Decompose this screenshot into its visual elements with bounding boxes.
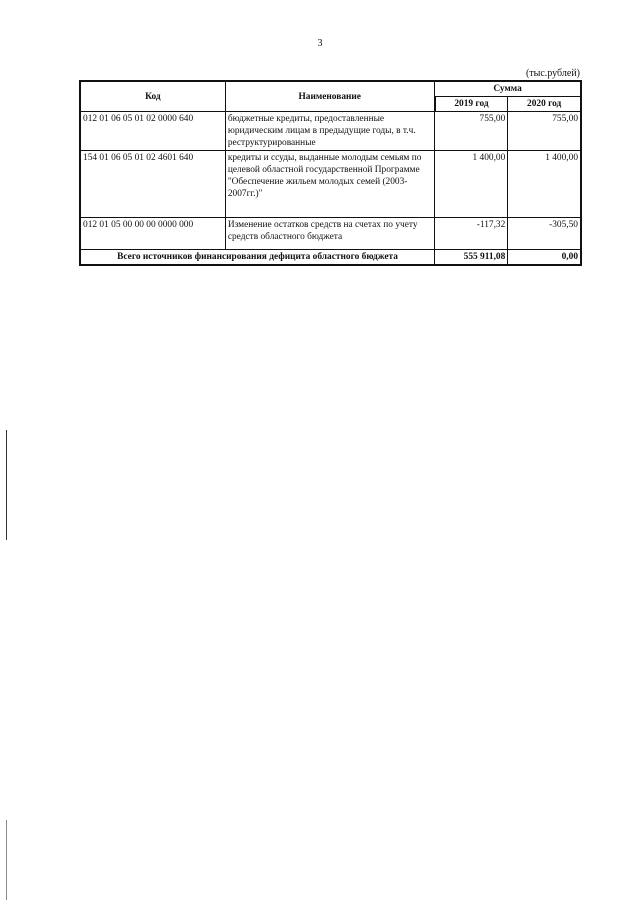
scan-margin-line [6, 820, 7, 900]
row-name: кредиты и ссуды, выданные молодым семьям по целевой областной государственной Программе "Обеспечение жильем молодых семей (2003-2007гг.)" [225, 151, 434, 218]
scan-margin-line [6, 430, 7, 540]
page-number: 3 [317, 38, 323, 49]
table-row [80, 151, 581, 218]
table-row [80, 112, 581, 151]
row-value-2019: -117,32 [435, 218, 508, 250]
row-value-2020: -305,50 [508, 218, 581, 250]
row-name: Изменение остатков средств на счетах по учету средств областного бюджета [225, 218, 434, 250]
row-code: 154 01 06 05 01 02 4601 640 [80, 151, 225, 218]
total-value-2020: 0,00 [508, 250, 581, 266]
header-name: Наименование [225, 81, 434, 112]
row-code: 012 01 06 05 01 02 0000 640 [80, 112, 225, 151]
header-year-2019: 2019 год [435, 97, 508, 112]
units-label: (тыс.рублей) [525, 68, 580, 79]
row-code: 012 01 05 00 00 00 0000 000 [80, 218, 225, 250]
header-sum: Сумма [435, 81, 581, 97]
total-label: Всего источников финансирования дефицита областного бюджета [80, 250, 435, 266]
table-row [80, 218, 581, 250]
total-value-2019: 555 911,08 [435, 250, 508, 266]
total-row [80, 250, 581, 266]
row-name: бюджетные кредиты, предоставленные юридическим лицам в предыдущие годы, в т.ч. реструктурированные [225, 112, 434, 151]
row-value-2019: 755,00 [435, 112, 508, 151]
row-value-2019: 1 400,00 [435, 151, 508, 218]
financing-sources-table [79, 80, 582, 266]
row-value-2020: 755,00 [508, 112, 581, 151]
row-value-2020: 1 400,00 [508, 151, 581, 218]
header-code: Код [80, 81, 225, 112]
header-year-2020: 2020 год [508, 97, 581, 112]
